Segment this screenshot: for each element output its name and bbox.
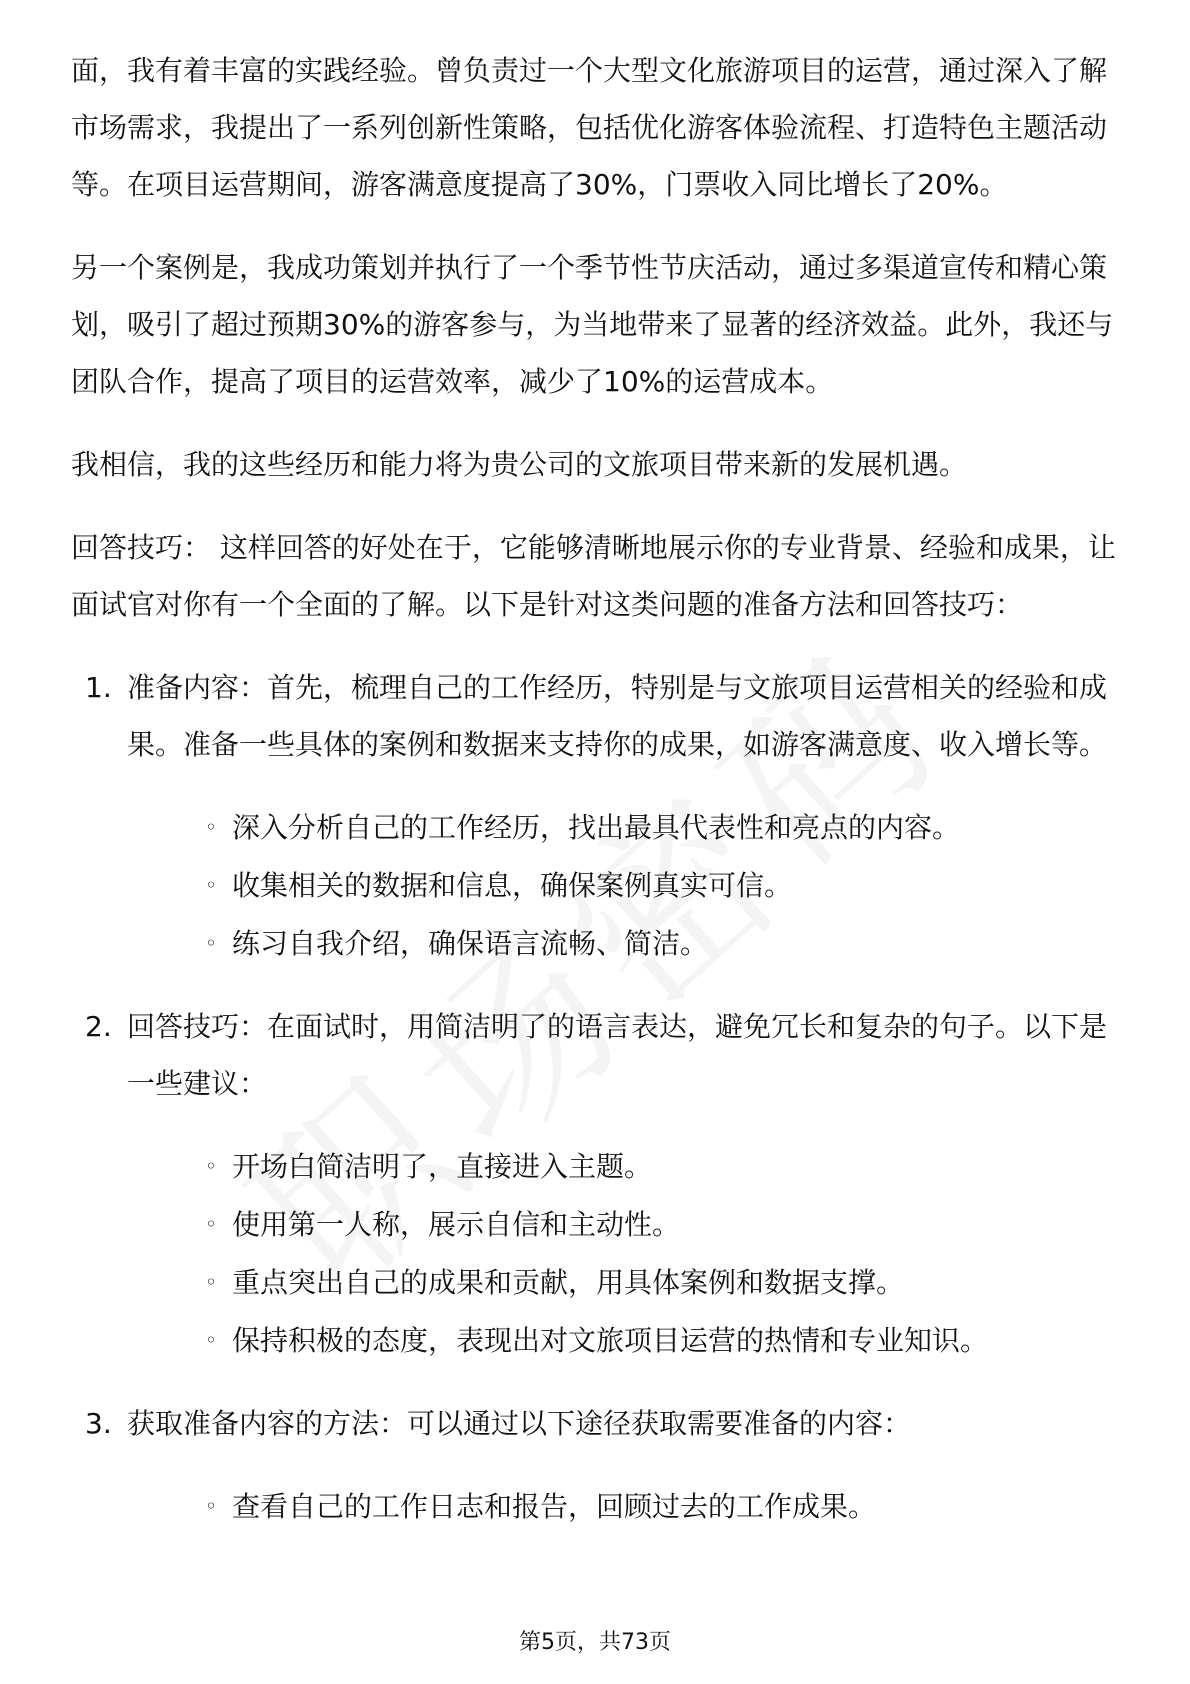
sub-list-item (127, 1312, 1121, 1369)
bullet-icon: ◦ (205, 815, 217, 839)
paragraph: 面，我有着丰富的实践经验。曾负责过一个大型文化旅游项目的运营，通过深入了解市场需求，我提出了一系列创新性策略，包括优化游客体验流程、打造特色主题活动等。在项目运营期间，游客满意度提高了30%，门票收入同比增长了20%。 (71, 54, 1108, 201)
list-number: 2. (85, 1010, 112, 1043)
list-item (71, 998, 1121, 1369)
sub-list-item-text: 查看自己的工作日志和报告，回顾过去的工作成果。 (232, 1490, 877, 1523)
sub-list (127, 1478, 1121, 1535)
paragraph: 回答技巧： 这样回答的好处在于，它能够清晰地展示你的专业背景、经验和成果，让面试官对你有一个全面的了解。以下是针对这类问题的准备方法和回答技巧： (71, 531, 1116, 621)
bullet-icon: ◦ (205, 1154, 217, 1178)
page-footer: 第5页，共73页 (519, 1630, 671, 1655)
bullet-icon: ◦ (205, 1270, 217, 1294)
sub-list-item (127, 915, 1121, 972)
sub-list (127, 799, 1121, 972)
list-item-text: 回答技巧：在面试时，用简洁明了的语言表达，避免冗长和复杂的句子。以下是一些建议： (127, 1010, 1108, 1100)
list-item-text: 准备内容：首先，梳理自己的工作经历，特别是与文旅项目运营相关的经验和成果。准备一些具体的案例和数据来支持你的成果，如游客满意度、收入增长等。 (127, 671, 1108, 761)
list-item-text: 获取准备内容的方法：可以通过以下途径获取需要准备的内容： (127, 1407, 912, 1440)
sub-list-item-text: 收集相关的数据和信息，确保案例真实可信。 (232, 869, 793, 902)
sub-list-item-text: 重点突出自己的成果和贡献，用具体案例和数据支撑。 (232, 1266, 905, 1299)
sub-list-item (127, 799, 1121, 856)
paragraph: 另一个案例是，我成功策划并执行了一个季节性节庆活动，通过多渠道宣传和精心策划，吸引了超过预期30%的游客参与，为当地带来了显著的经济效益。此外，我还与团队合作，提高了项目的运营效率，减少了10%的运营成本。 (71, 251, 1114, 398)
bullet-icon: ◦ (205, 1212, 217, 1236)
sub-list-item-text: 保持积极的态度，表现出对文旅项目运营的热情和专业知识。 (232, 1324, 989, 1357)
numbered-list (71, 659, 1121, 1535)
list-item (71, 659, 1121, 972)
bullet-icon: ◦ (205, 1328, 217, 1352)
sub-list (127, 1138, 1121, 1369)
sub-list-item-text: 开场白简洁明了，直接进入主题。 (232, 1150, 653, 1183)
bullet-icon: ◦ (205, 1494, 217, 1518)
bullet-icon: ◦ (205, 931, 217, 955)
list-item (71, 1395, 1121, 1535)
paragraph: 我相信，我的这些经历和能力将为贵公司的文旅项目带来新的发展机遇。 (71, 448, 968, 481)
sub-list-item (127, 857, 1121, 914)
document-body (71, 42, 1121, 1561)
bullet-icon: ◦ (205, 873, 217, 897)
sub-list-item (127, 1138, 1121, 1195)
sub-list-item-text: 深入分析自己的工作经历，找出最具代表性和亮点的内容。 (232, 811, 961, 844)
sub-list-item (127, 1254, 1121, 1311)
sub-list-item (127, 1196, 1121, 1253)
sub-list-item (127, 1478, 1121, 1535)
list-number: 3. (85, 1407, 112, 1440)
sub-list-item-text: 练习自我介绍，确保语言流畅、简洁。 (232, 927, 709, 960)
sub-list-item-text: 使用第一人称，展示自信和主动性。 (232, 1208, 681, 1241)
list-number: 1. (85, 671, 112, 704)
